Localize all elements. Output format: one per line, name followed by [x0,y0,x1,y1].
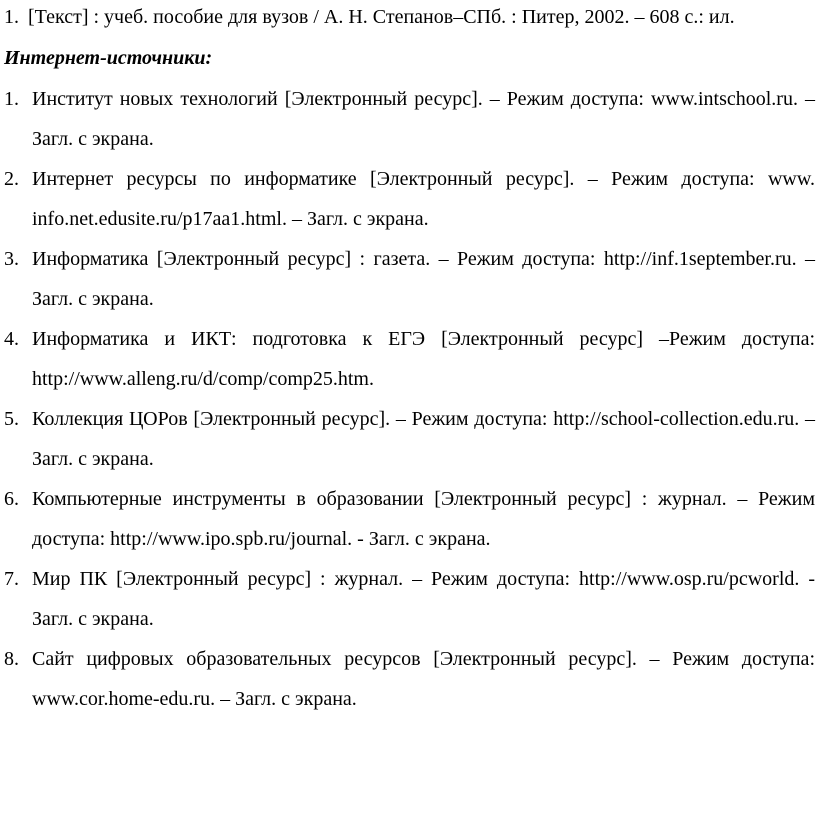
item-number: 2. [4,168,19,190]
item-number: 4. [4,328,19,350]
item-text: Компьютерные инструменты в образовании [Электронный ресурс] : журнал. – Режим доступа: http://www.ipo.spb.ru/journal. - Загл. с экрана. [32,488,815,550]
item-number: 5. [4,408,19,430]
section-title: Интернет-источники: [4,47,213,69]
item-text: Информатика [Электронный ресурс] : газета. – Режим доступа: http://inf.1september.ru. – Загл. с экрана. [32,248,815,310]
item-number: 3. [4,248,19,270]
list-item [0,479,815,559]
item-number: 7. [4,568,19,590]
bibliography-item [0,0,811,37]
item-text: Сайт цифровых образовательных ресурсов [Электронный ресурс]. – Режим доступа: www.cor.home-edu.ru. – Загл. с экрана. [32,648,815,710]
item-number: 1. [4,88,19,110]
item-number: 1. [4,6,19,28]
list-item [0,559,815,639]
item-text: Коллекция ЦОРов [Электронный ресурс]. – Режим доступа: http://school-collection.edu.ru. – Загл. с экрана. [32,408,815,470]
item-text: Информатика и ИКТ: подготовка к ЕГЭ [Электронный ресурс] –Режим доступа: http://www.alleng.ru/d/comp/comp25.htm. [32,328,815,390]
list-item [0,79,815,159]
internet-sources-list [0,79,816,719]
item-text: Интернет ресурсы по информатике [Электронный ресурс]. – Режим доступа: www. info.net.edusite.ru/p17aa1.html. – Загл. с экрана. [32,168,815,230]
item-text: Мир ПК [Электронный ресурс] : журнал. – Режим доступа: http://www.osp.ru/pcworld. - Загл. с экрана. [32,568,815,630]
list-item [0,399,815,479]
list-item [0,319,815,399]
item-text: Институт новых технологий [Электронный ресурс]. – Режим доступа: www.intschool.ru. – Загл. с экрана. [32,88,815,150]
list-item [0,639,815,719]
list-item [0,159,815,239]
item-text: [Текст] : учеб. пособие для вузов / А. Н. Степанов–СПб. : Питер, 2002. – 608 с.: ил. [28,6,735,28]
list-item [0,239,815,319]
item-number: 6. [4,488,19,510]
item-number: 8. [4,648,19,670]
